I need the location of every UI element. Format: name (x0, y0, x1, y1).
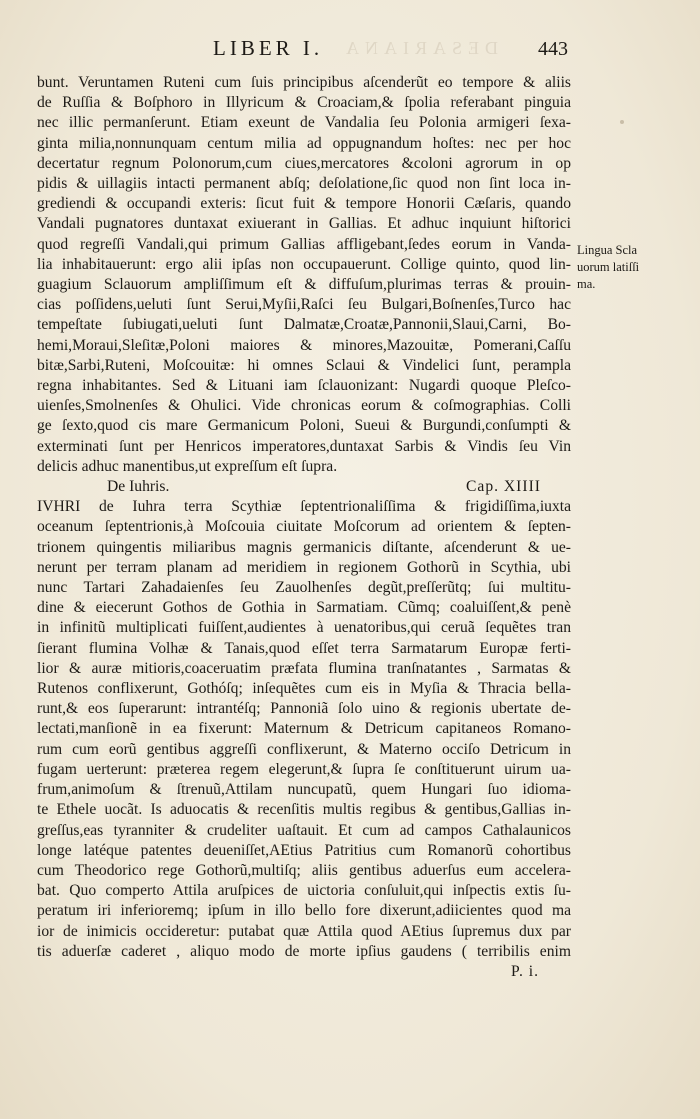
text-line: bitæ,Sarbi,Ruteni, Moſcouitæ: hi omnes Sclaui & Vindelici ſunt, perampla (37, 356, 571, 374)
text-line: cum Theodorico rege Gothorũ,multiſq; aliis gentibus aduerſus eum accelera- (37, 861, 571, 879)
marginal-note-line: uorum latiſſi (577, 260, 640, 274)
running-title: LIBER I. (213, 36, 324, 60)
text-line: IVHRI de Iuhra terra Scythiæ ſeptentrionaliſſima & frigidiſſima,iuxta (37, 498, 571, 516)
paragraph-continued (37, 73, 571, 477)
text-line: te Ethele uocãt. Is aduocatis & recenſitis multis regibus & gentibus,Gallias in- (37, 801, 571, 819)
text-line: exterminati ſunt per Henricos imperatores,duntaxat Sarbis & Vindis ſeu Vin (37, 437, 571, 455)
text-line: runt,& eos ſuperarunt: intrantéſq; Pannoniã ſolo uino & regionis ubertate de- (37, 700, 571, 718)
text-line: lia inhabitauerunt: ergo alii ipſas non occupauerunt. Collige quinto, quod lin- (37, 255, 571, 273)
text-line: rum cum eorũ gentibus aggreſſi conflixerunt, & Materno occiſo Detricum in (37, 740, 571, 758)
running-header (0, 36, 700, 66)
text-line: cias poſſidens,ueluti ſunt Serui,Myſii,Raſci ſeu Bulgari,Boſnenſes,Turco hac (37, 296, 571, 314)
marginal-note (577, 242, 697, 293)
text-line: uienſes,Smolnenſes & Ohulici. Vide chronicas eorum & coſmographias. Colli (37, 397, 571, 415)
text-line: peratum iri inferioremq; ipſum in illo bello fore dixerunt,adiicientes quod ma (37, 902, 571, 920)
text-line: Vandali pugnatores duntaxat exiuerant in Gallias. Et adhuc inquiunt hiſtorici (37, 215, 571, 233)
text-line: oceanum ſeptentrionis,à Moſcouia ciuitate Moſcorum ad orientem & ſepten- (37, 518, 571, 536)
text-line: Rutenos conflixerunt, Gothóſq; inſequẽtes cum eis in Myſia & Thracia bella- (37, 680, 571, 698)
text-line: delicis adhuc manentibus,ut expreſſum eſt ſupra. (37, 457, 338, 475)
text-line: lectati,manſionẽ in ea fixerunt: Maternum & Detricum capitaneos Romano- (37, 720, 571, 738)
text-line: greſſus,eas tyranniter & crudeliter uaſtauit. Et cum ad campos Cathalaunicos (37, 821, 571, 839)
text-line: hemi,Moraui,Sleſitæ,Poloni maiores & minores,Mazouitæ, Pomerani,Caſſu (37, 336, 571, 354)
text-line: ge ſexto,quod cis mare Germanicum Poloni, Sueui & Burgundi,conſumpti & (37, 417, 571, 435)
bleed-through-text: DESARIANA (340, 38, 499, 58)
text-line: bat. Quo comperto Attila aruſpices de uictoria conſuluit,qui inſpectis extis ſu- (37, 882, 571, 900)
text-line: nunc Tartari Zahadaienſes ſeu Zauolhenſes degũt,preſſerũtq; ſui multitu- (37, 579, 571, 597)
marginal-note-line: ma. (577, 277, 596, 291)
marginal-note-line: Lingua Scla (577, 243, 638, 257)
text-line: tempeſtate ſubiugati,ueluti ſunt Dalmatæ,Croatæ,Pannonii,Slaui,Carni, Bo- (37, 316, 571, 334)
paper-speck (620, 120, 624, 124)
text-line: bunt. Veruntamen Ruteni cum ſuis principibus aſcenderũt eo tempore & aliis (37, 74, 571, 91)
catchword: P. i. (511, 962, 539, 980)
text-line: ſierant flumina Volhæ & Tanais,quod eſſet terra Sarmatarum Europæ ferti- (37, 639, 571, 657)
text-line: guagium Sclauorum ampliſſimum eſt & diffuſum,plurimas terras & prouin- (37, 276, 571, 294)
text-line: frum,animoſum & ſtrenuũ,Attilam nuncupatũ, quem Hungari ſuo idioma- (37, 781, 571, 799)
chapter-number: Cap. XIIII (466, 478, 541, 496)
text-line: regna inhabitantes. Sed & Lituani iam ſclauonizant: Nugardi quoque Pleſco- (37, 377, 571, 395)
text-line: lior & auræ mitioris,coaceruatim præfata flumina tranſnatantes , Sarmatas & (37, 659, 571, 677)
chapter-title: De Iuhris. (107, 478, 170, 496)
text-line: ior de inimicis occideretur: putabat quæ Attila quod AEtius ſupremus dux par (37, 922, 571, 940)
body-text (37, 73, 571, 982)
text-line: longe latéque patentes deueniſſet,AEtius Patritius cum Romanorũ cohortibus (37, 841, 571, 859)
text-line: fugam uerterunt: præterea regem elegerunt,& ſupra ſe conſtituerunt uirum ua- (37, 760, 571, 778)
text-line: decertatur regnum Polonorum,cum ciues,mercatores &coloni agrorum in op (37, 154, 571, 172)
text-line: nerunt per terram planam ad meridiem in regionem Gothorũ in Scythia, ubi (37, 558, 571, 576)
text-line: in infinitũ multiplicati fuiſſent,audientes à uenatoribus,qui ceruã ſequẽtes tran (37, 619, 571, 637)
text-line: quod regreſſi Vandali,qui primum Gallias affligebant,ſedes eorum in Vanda- (37, 235, 571, 253)
text-line: pidis & uillagiis intacti permanent abſq; deſolatione,ſic quod non ſint loca in- (37, 175, 571, 193)
text-line: grediendi & occupandi exteris: ſicut fuit & tempore Honorii Cæſaris, quando (37, 195, 571, 213)
folio-number: 443 (538, 38, 568, 60)
chapter-heading (37, 477, 571, 497)
paragraph-de-iuhris (37, 497, 571, 962)
text-line: nec illic permanſerunt. Etiam exeunt de Vandalia ſeu Polonia armigeri ſexa- (37, 114, 571, 132)
text-line: de Ruſſia & Boſphoro in Illyricum & Croaciam,& ſpolia referabant pinguia (37, 94, 571, 112)
text-line: dine & eiecerunt Gothos de Gothia in Sarmatiam. Cũmq; coaluiſſent,& penè (37, 599, 571, 617)
text-line: tis aduerſæ caderet , aliquo modo de morte ipſius gaudens ( terribilis enim (37, 942, 571, 960)
text-line: ginta milia,nonnunquam centum milia ad oppugnandum hoſtes: nec per hoc (37, 134, 571, 152)
text-line: trionem quingentis miliaribus magnis germanicis diſtante, aſcenderunt & ue- (37, 538, 571, 556)
